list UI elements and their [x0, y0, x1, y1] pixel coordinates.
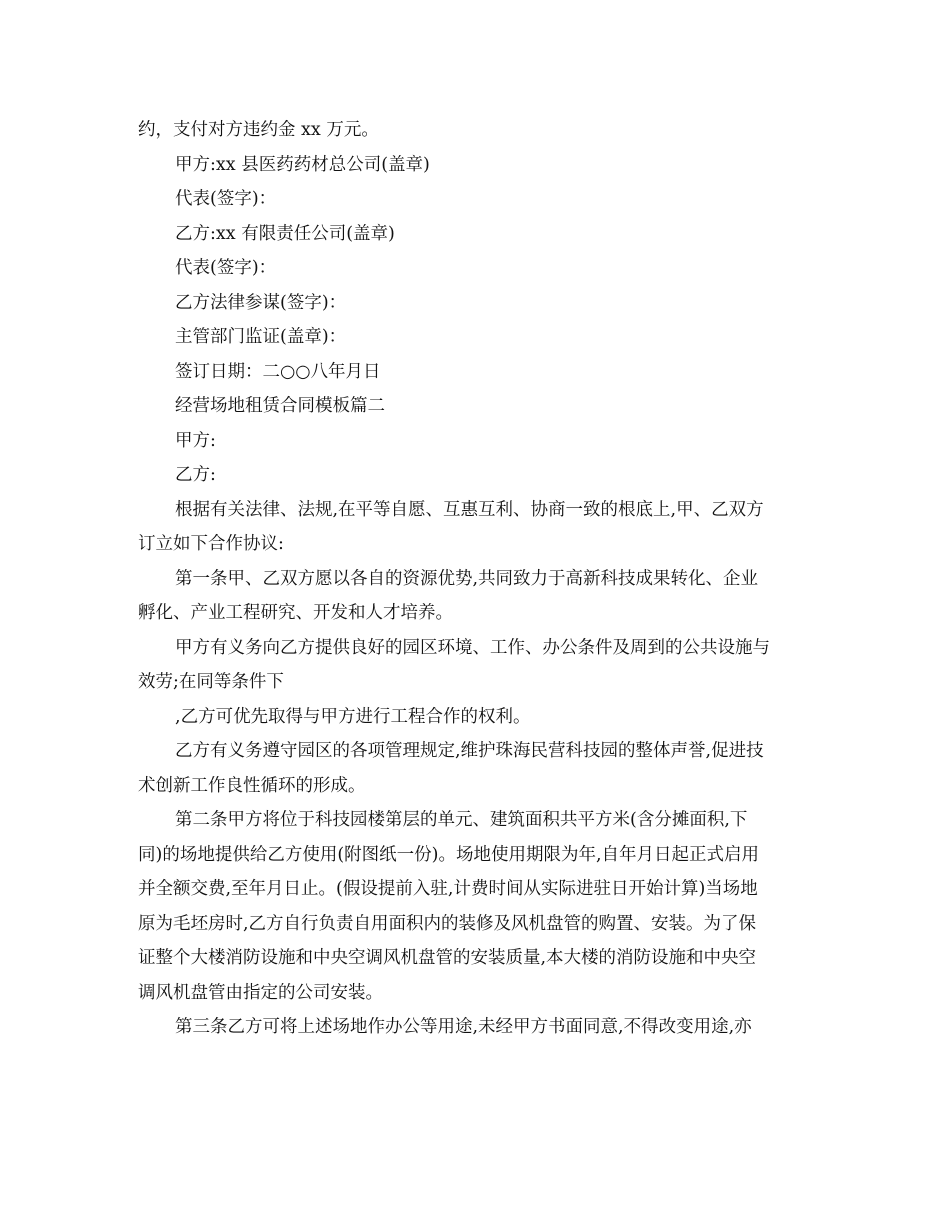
- text-line: 根据有关法律、法规,在平等自愿、互惠互利、协商一致的根底上,甲、乙双方: [175, 499, 764, 520]
- text-line: 并全额交费,至年月日止。(假设提前入驻,计费时间从实际进驻日开始计算)当场地: [138, 879, 758, 899]
- text-line: 第三条乙方可将上述场地作办公等用途,未经甲方书面同意,不得改变用途,亦: [175, 1017, 752, 1037]
- section-title: 经营场地租赁合同模板篇二: [175, 396, 385, 416]
- text-line: 同)的场地提供给乙方使用(附图纸一份)。场地使用期限为年,自年月日起正式启用: [138, 844, 760, 865]
- text-line: 第一条甲、乙双方愿以各自的资源优势,共同致力于高新科技成果转化、企业: [175, 568, 759, 589]
- party-b-label: 乙方:: [175, 465, 216, 485]
- text-line: 乙方有义务遵守园区的各项管理规定,维护珠海民营科技园的整体声誉,促进技: [175, 741, 764, 761]
- party-a-label: 甲方:: [175, 430, 216, 451]
- signing-date: 签订日期：二○○八年月日: [175, 361, 381, 382]
- signature-party-a: 甲方:xx 县医药药材总公司(盖章): [175, 154, 430, 175]
- text-line: 孵化、产业工程研究、开发和人才培养。: [138, 603, 453, 623]
- text-line: ,乙方可优先取得与甲方进行工程合作的权利。: [175, 706, 531, 727]
- text-line: 原为毛坯房时,乙方自行负责自用面积内的装修及风机盘管的购置、安装。为了保: [138, 913, 757, 934]
- text-line: 订立如下合作协议:: [138, 534, 284, 554]
- text-line: 甲方有义务向乙方提供良好的园区环境、工作、办公条件及周到的公共设施与: [175, 637, 770, 658]
- text-line: 术创新工作良性循环的形成。: [138, 775, 366, 796]
- signature-representative-a: 代表(签字)：: [175, 189, 277, 209]
- document-body: [138, 113, 814, 1045]
- text-line: 证整个大楼消防设施和中央空调风机盘管的安装质量,本大楼的消防设施和中央空: [138, 948, 757, 968]
- text-line: 约，支付对方违约金 xx 万元。: [138, 120, 379, 140]
- text-line: 调风机盘管由指定的公司安装。: [138, 982, 383, 1003]
- signature-legal-advisor: 乙方法律参谋(签字)：: [175, 292, 347, 313]
- text-line: 效劳;在同等条件下: [138, 672, 284, 692]
- signature-supervisor: 主管部门监证(盖章)：: [175, 327, 347, 347]
- signature-representative-b: 代表(签字)：: [175, 258, 277, 278]
- signature-party-b: 乙方:xx 有限责任公司(盖章): [175, 223, 395, 244]
- text-line: 第二条甲方将位于科技园楼第层的单元、建筑面积共平方米(含分摊面积,下: [175, 810, 748, 830]
